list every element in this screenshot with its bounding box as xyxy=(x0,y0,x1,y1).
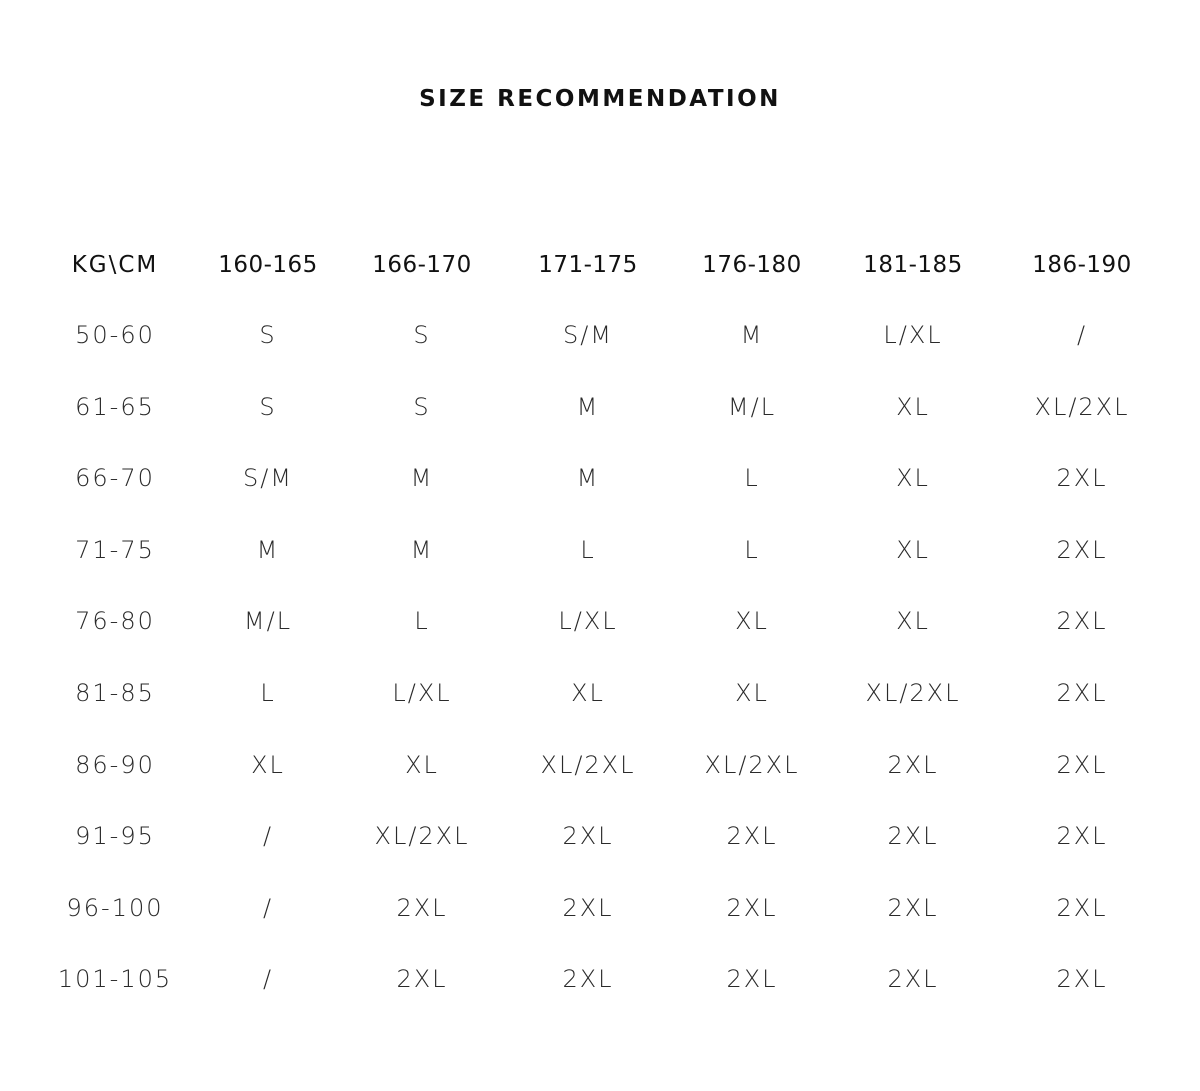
size-cell: L xyxy=(580,535,596,564)
size-cell: L xyxy=(744,464,760,493)
size-cell: M/L xyxy=(243,607,293,636)
weight-range-cell: 91-95 xyxy=(75,822,155,851)
table-row xyxy=(0,443,1200,515)
size-cell: 2XL xyxy=(887,893,939,922)
size-cell: 2XL xyxy=(1056,822,1108,851)
size-cell: 2XL xyxy=(726,893,778,922)
weight-range-cell: 71-75 xyxy=(75,535,155,564)
column-header: 181-185 xyxy=(863,252,963,278)
table-row xyxy=(0,586,1200,658)
column-header: 166-170 xyxy=(372,252,472,278)
size-cell: 2XL xyxy=(396,893,448,922)
size-cell: S xyxy=(413,392,431,421)
size-cell: 2XL xyxy=(562,965,614,994)
size-cell: 2XL xyxy=(562,893,614,922)
size-cell: L xyxy=(260,678,276,707)
size-cell: XL/2XL xyxy=(704,750,800,779)
page-title: SIZE RECOMMENDATION xyxy=(419,86,781,112)
size-cell: L/XL xyxy=(883,321,943,349)
size-cell: M/L xyxy=(727,392,777,421)
size-cell: 2XL xyxy=(1056,535,1108,564)
size-cell: M xyxy=(410,464,434,493)
size-cell: 2XL xyxy=(887,965,939,994)
table-row xyxy=(0,515,1200,587)
size-cell: M xyxy=(256,535,280,564)
size-cell: XL xyxy=(896,464,930,493)
table-header-row xyxy=(0,230,1200,300)
size-cell: L/XL xyxy=(558,607,618,636)
table-row xyxy=(0,300,1200,372)
table-row xyxy=(0,372,1200,444)
size-cell: / xyxy=(262,822,274,851)
column-header: 160-165 xyxy=(218,252,318,278)
size-cell: 2XL xyxy=(396,965,448,994)
size-cell: L xyxy=(744,535,760,564)
size-cell: XL/2XL xyxy=(540,750,636,779)
weight-range-cell: 66-70 xyxy=(75,464,155,493)
weight-range-cell: 50-60 xyxy=(75,321,155,349)
size-cell: XL xyxy=(735,607,769,636)
size-cell: 2XL xyxy=(1056,464,1108,493)
size-cell: 2XL xyxy=(726,965,778,994)
size-cell: XL/2XL xyxy=(374,822,470,851)
size-cell: 2XL xyxy=(1056,965,1108,994)
column-header: 171-175 xyxy=(538,252,638,278)
size-cell: / xyxy=(262,893,274,922)
size-cell: / xyxy=(1076,321,1088,349)
corner-header: KG\CM xyxy=(71,252,159,278)
size-cell: L/XL xyxy=(392,678,452,707)
size-cell: XL xyxy=(405,750,439,779)
size-cell: XL/2XL xyxy=(1034,392,1130,421)
size-cell: S/M xyxy=(242,464,294,493)
size-cell: XL xyxy=(251,750,285,779)
weight-range-cell: 76-80 xyxy=(75,607,155,636)
size-cell: XL xyxy=(735,678,769,707)
size-cell: L xyxy=(414,607,430,636)
size-cell: 2XL xyxy=(887,750,939,779)
weight-range-cell: 81-85 xyxy=(75,678,155,707)
column-header: 176-180 xyxy=(702,252,802,278)
weight-range-cell: 101-105 xyxy=(57,965,173,994)
table-body xyxy=(0,300,1200,1016)
size-cell: XL xyxy=(896,535,930,564)
size-cell: XL/2XL xyxy=(865,678,961,707)
size-cell: XL xyxy=(571,678,605,707)
column-header: 186-190 xyxy=(1032,252,1132,278)
size-cell: S xyxy=(259,392,277,421)
weight-range-cell: 86-90 xyxy=(75,750,155,779)
size-cell: 2XL xyxy=(1056,607,1108,636)
table-row xyxy=(0,873,1200,945)
size-cell: S xyxy=(413,321,431,349)
size-cell: 2XL xyxy=(887,822,939,851)
size-cell: XL xyxy=(896,392,930,421)
weight-range-cell: 96-100 xyxy=(66,893,164,922)
size-cell: M xyxy=(410,535,434,564)
size-cell: XL xyxy=(896,607,930,636)
size-cell: 2XL xyxy=(1056,893,1108,922)
size-cell: M xyxy=(576,392,600,421)
size-cell: S xyxy=(259,321,277,349)
table-row xyxy=(0,944,1200,1016)
size-cell: 2XL xyxy=(1056,750,1108,779)
size-cell: 2XL xyxy=(562,822,614,851)
size-cell: / xyxy=(262,965,274,994)
weight-range-cell: 61-65 xyxy=(75,392,155,421)
size-table xyxy=(0,230,1200,1016)
size-cell: 2XL xyxy=(1056,678,1108,707)
size-cell: M xyxy=(576,464,600,493)
size-cell: M xyxy=(740,321,764,349)
size-cell: S/M xyxy=(562,321,614,349)
table-row xyxy=(0,658,1200,730)
table-row xyxy=(0,801,1200,873)
table-row xyxy=(0,730,1200,802)
size-cell: 2XL xyxy=(726,822,778,851)
